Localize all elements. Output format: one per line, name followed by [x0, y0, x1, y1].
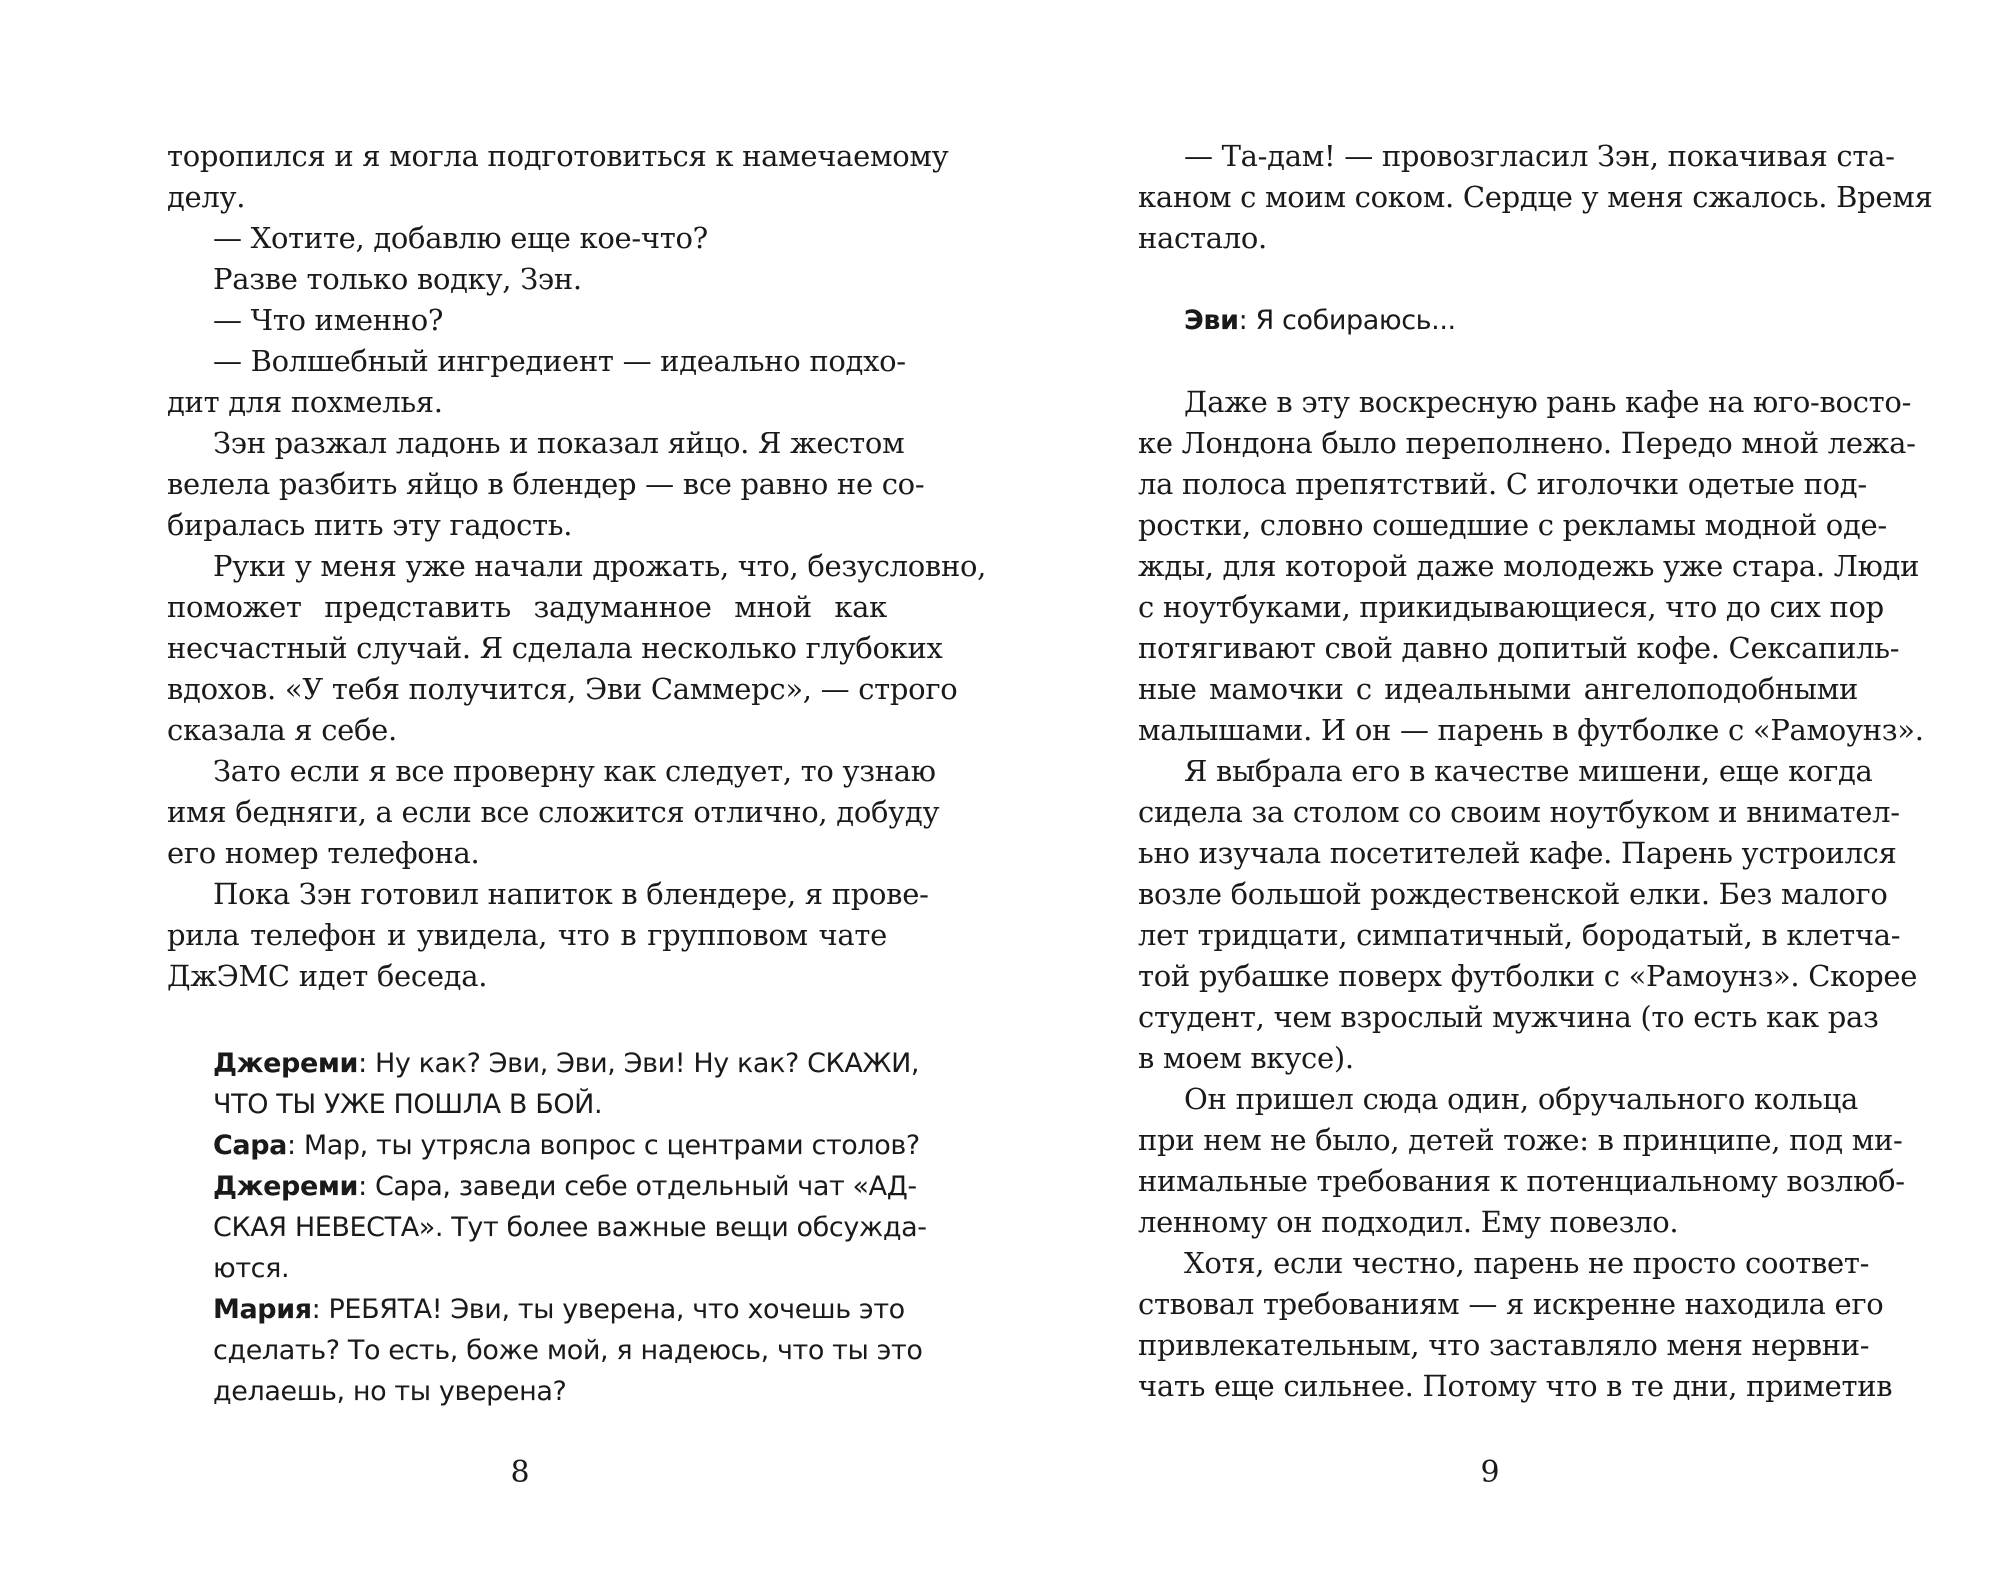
chat-message-line: [213, 1166, 917, 1207]
chat-speaker: Мария: [213, 1294, 312, 1325]
text-line: той рубашке поверх футболки с «Рамоунз». Скорее: [1138, 959, 1918, 993]
text-line: — Волшебный ингредиент — идеально подхо-: [213, 344, 906, 378]
text-line: — Что именно?: [213, 303, 444, 337]
chat-text: : Я собираюсь...: [1238, 305, 1456, 336]
chat-text: : Мар, ты утрясла вопрос с центрами столов?: [286, 1130, 920, 1161]
text-line: — Та-дам! — провозгласил Зэн, покачивая ста-: [1184, 139, 1895, 173]
text-line: ленному он подходил. Ему повезло.: [1138, 1205, 1679, 1239]
text-line: Я выбрала его в качестве мишени, еще когда: [1184, 754, 1873, 788]
chat-text: : Ну как? Эви, Эви, Эви! Ну как? СКАЖИ,: [358, 1048, 920, 1079]
text-line: ла полоса препятствий. С иголочки одетые под-: [1138, 467, 1867, 501]
text-line: ке Лондона было переполнено. Передо мной лежа-: [1138, 426, 1916, 460]
text-line: потягивают свой давно допитый кофе. Сексапиль-: [1138, 631, 1900, 665]
text-line: ДжЭМС идет беседа.: [167, 959, 488, 993]
text-line: рила телефон и увидела, что в групповом чате: [167, 918, 887, 952]
text-line: Руки у меня уже начали дрожать, что, безусловно,: [213, 549, 987, 583]
text-line: его номер телефона.: [167, 836, 480, 870]
text-line: ростки, словно сошедшие с рекламы модной оде-: [1138, 508, 1887, 542]
text-line: Пока Зэн готовил напиток в блендере, я прове-: [213, 877, 929, 911]
chat-text: СКАЯ НЕВЕСТА». Тут более важные вещи обсужда-: [213, 1212, 927, 1243]
text-line: сказала я себе.: [167, 713, 397, 747]
text-line: возле большой рождественской елки. Без малого: [1138, 877, 1888, 911]
chat-message-line: [213, 1043, 920, 1084]
text-line: поможет представить задуманное мной как: [167, 590, 887, 624]
text-line: лет тридцати, симпатичный, бородатый, в клетча-: [1138, 918, 1901, 952]
text-line: каном с моим соком. Сердце у меня сжалось. Время: [1138, 180, 1933, 214]
text-line: нимальные требования к потенциальному возлюб-: [1138, 1164, 1905, 1198]
text-line: торопился и я могла подготовиться к намечаемому: [167, 139, 949, 173]
chat-text: делаешь, но ты уверена?: [213, 1376, 567, 1407]
text-line: Зэн разжал ладонь и показал яйцо. Я жестом: [213, 426, 905, 460]
chat-message-line: [213, 1248, 887, 1289]
chat-text: ются.: [213, 1253, 290, 1284]
text-line: — Хотите, добавлю еще кое-что?: [213, 221, 708, 255]
text-line: ьно изучала посетителей кафе. Парень устроился: [1138, 836, 1897, 870]
text-line: сидела за столом со своим ноутбуком и внимател-: [1138, 795, 1900, 829]
chat-speaker: Эви: [1184, 305, 1239, 336]
page-number: 8: [510, 1455, 530, 1490]
text-line: малышами. И он — парень в футболке с «Рамоунз».: [1138, 713, 1924, 747]
chat-speaker: Джереми: [213, 1048, 359, 1079]
chat-text: : Сара, заведи себе отдельный чат «АД-: [358, 1171, 917, 1202]
right-page: [1000, 0, 2000, 1575]
text-line: вдохов. «У тебя получится, Эви Саммерс», — строго: [167, 672, 958, 706]
text-line: Разве только водку, Зэн.: [213, 262, 582, 296]
text-line: студент, чем взрослый мужчина (то есть как раз: [1138, 1000, 1879, 1034]
text-line: настало.: [1138, 221, 1267, 255]
text-line: с ноутбуками, прикидывающиеся, что до сих пор: [1138, 590, 1884, 624]
chat-message-line: [213, 1207, 927, 1248]
chat-text: ЧТО ТЫ УЖЕ ПОШЛА В БОЙ.: [213, 1089, 603, 1120]
chat-message-line: [213, 1371, 887, 1412]
chat-message-line: [213, 1289, 905, 1330]
text-line: ствовал требованиям — я искренне находила его: [1138, 1287, 1884, 1321]
chat-speaker: Джереми: [213, 1171, 359, 1202]
text-line: делу.: [167, 180, 246, 214]
text-line: жды, для которой даже молодежь уже стара. Люди: [1138, 549, 1920, 583]
text-line: чать еще сильнее. Потому что в те дни, приметив: [1138, 1369, 1893, 1403]
text-line: в моем вкусе).: [1138, 1041, 1354, 1075]
text-line: привлекательным, что заставляло меня нервни-: [1138, 1328, 1870, 1362]
text-line: дит для похмелья.: [167, 385, 443, 419]
text-line: биралась пить эту гадость.: [167, 508, 573, 542]
text-line: при нем не было, детей тоже: в принципе, под ми-: [1138, 1123, 1903, 1157]
text-line: имя бедняги, а если все сложится отлично, добуду: [167, 795, 940, 829]
text-line: Зато если я все проверну как следует, то узнаю: [213, 754, 936, 788]
text-line: Хотя, если честно, парень не просто соответ-: [1184, 1246, 1870, 1280]
text-line: велела разбить яйцо в блендер — все равно не со-: [167, 467, 925, 501]
text-line: Он пришел сюда один, обручального кольца: [1184, 1082, 1858, 1116]
chat-text: сделать? То есть, боже мой, я надеюсь, что ты это: [213, 1335, 923, 1366]
text-line: ные мамочки с идеальными ангелоподобными: [1138, 672, 1858, 706]
chat-text: : РЕБЯТА! Эви, ты уверена, что хочешь это: [311, 1294, 905, 1325]
text-line: несчастный случай. Я сделала несколько глубоких: [167, 631, 943, 665]
chat-message-line: [213, 1125, 920, 1166]
chat-message-line: [213, 1084, 887, 1125]
chat-message-line: [213, 1330, 923, 1371]
page-number: 9: [1480, 1455, 1500, 1490]
chat-speaker: Сара: [213, 1130, 287, 1161]
text-line: Даже в эту воскресную рань кафе на юго-восто-: [1184, 385, 1912, 419]
chat-message-line: [1184, 300, 1858, 341]
